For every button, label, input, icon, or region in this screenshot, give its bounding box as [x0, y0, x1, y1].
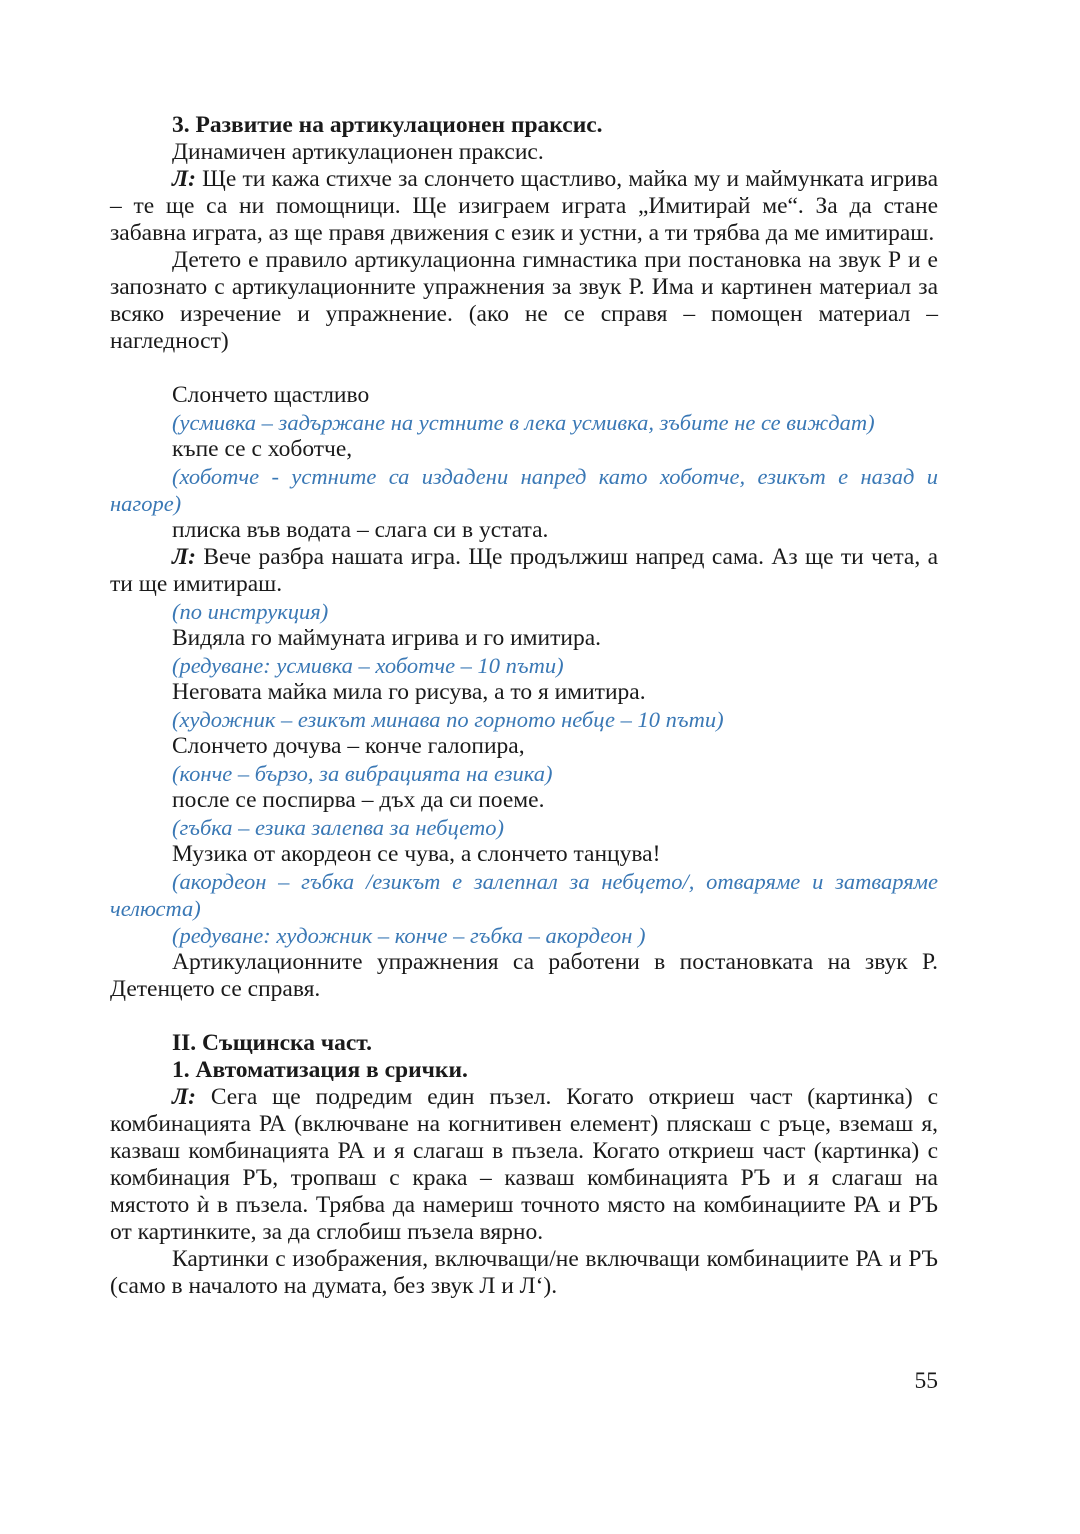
text-paragraph: Слончето дочува – конче галопира, [172, 733, 525, 759]
text-paragraph: Артикулационните упражнения са работени в постановката на звук Р. Детенцето се справя. [110, 949, 938, 1002]
speech-text: Вече разбра нашата игра. Ще продължиш напред сама. Аз ще ти чета, а ти ще имитираш. [110, 544, 938, 597]
speech-text: Ще ти кажа стихче за слончето щастливо, майка му и маймунката игрива – те ще са ни помощници. Ще изиграем играта „Имитирай ме“. За да стане забавна играта, аз ще правя движения с език и устни, а ти трябва да ме имитираш. [110, 166, 938, 246]
speech-text: Сега ще подредим един пъзел. Когато откриеш част (картинка) с комбинацията РА (включване на когнитивен елемент) пляскаш с ръце, вземаш я, казваш комбинацията РА и я слагаш в пъзела. Когато откриеш част (картинка) с комбинация РЪ, тропваш с крака – казваш комбинацията РЪ и я слагаш на мястото ѝ в пъзела. Трябва да намериш точното място на комбинациите РА и РЪ от картинките, за да сглобиш пъзела вярно. [110, 1084, 938, 1245]
speech-paragraph [110, 166, 938, 247]
exercise-note: (акордеон – гъбка /езикът е залепнал за небцето/, отваряме и затваряме челюста) [110, 869, 938, 921]
exercise-note: (хоботче - устните са издадени напред като хоботче, езикът е назад и нагоре) [110, 464, 938, 516]
text-paragraph: Музика от акордеон се чува, а слончето танцува! [172, 841, 661, 867]
exercise-note: (редуване: художник – конче – гъбка – акордеон ) [172, 923, 646, 948]
text-paragraph: Слончето щастливо [172, 382, 370, 408]
section-heading: II. Същинска част. [172, 1030, 372, 1056]
text-paragraph: Детето е правило артикулационна гимнастика при постановка на звук Р и е запознато с артикулационните упражнения за звук Р. Има и картинен материал за всяко изречение и упражнение. (ако не се справя – помощен материал – нагледност) [110, 247, 938, 354]
page-number: 55 [914, 1368, 938, 1394]
text-paragraph: после се поспирва – дъх да си поеме. [172, 787, 545, 813]
speech-paragraph [110, 544, 938, 598]
speaker-label: Л: [172, 1084, 196, 1110]
text-paragraph: Видяла го маймуната игрива и го имитира. [172, 625, 602, 651]
text-paragraph: Картинки с изображения, включващи/не включващи комбинациите РА и РЪ (само в началото на думата, без звук Л и Л‘). [110, 1246, 938, 1299]
exercise-note: (конче – бързо, за вибрацията на езика) [172, 761, 553, 786]
speech-paragraph [110, 1084, 938, 1246]
text-paragraph: Неговата майка мила го рисува, а то я имитира. [172, 679, 646, 705]
page-body [110, 112, 938, 1300]
exercise-note: (художник – езикът минава по горното небце – 10 пъти) [172, 707, 724, 732]
paragraph-gap [110, 355, 938, 382]
section-heading: 3. Развитие на артикулационен праксис. [172, 112, 603, 138]
section-heading: 1. Автоматизация в срички. [172, 1057, 468, 1083]
paragraph-gap [110, 1003, 938, 1030]
speaker-label: Л: [172, 166, 196, 192]
text-paragraph: плиска във водата – слага си в устата. [172, 517, 549, 543]
exercise-note: (по инструкция) [172, 599, 329, 624]
exercise-note: (усмивка – задържане на устните в лека усмивка, зъбите не се виждат) [172, 410, 875, 435]
exercise-note: (гъбка – езика залепва за небцето) [172, 815, 504, 840]
text-paragraph: Динамичен артикулационен праксис. [172, 139, 544, 165]
exercise-note: (редуване: усмивка – хоботче – 10 пъти) [172, 653, 564, 678]
speaker-label: Л: [172, 544, 196, 570]
text-paragraph: къпе се с хоботче, [172, 436, 353, 462]
